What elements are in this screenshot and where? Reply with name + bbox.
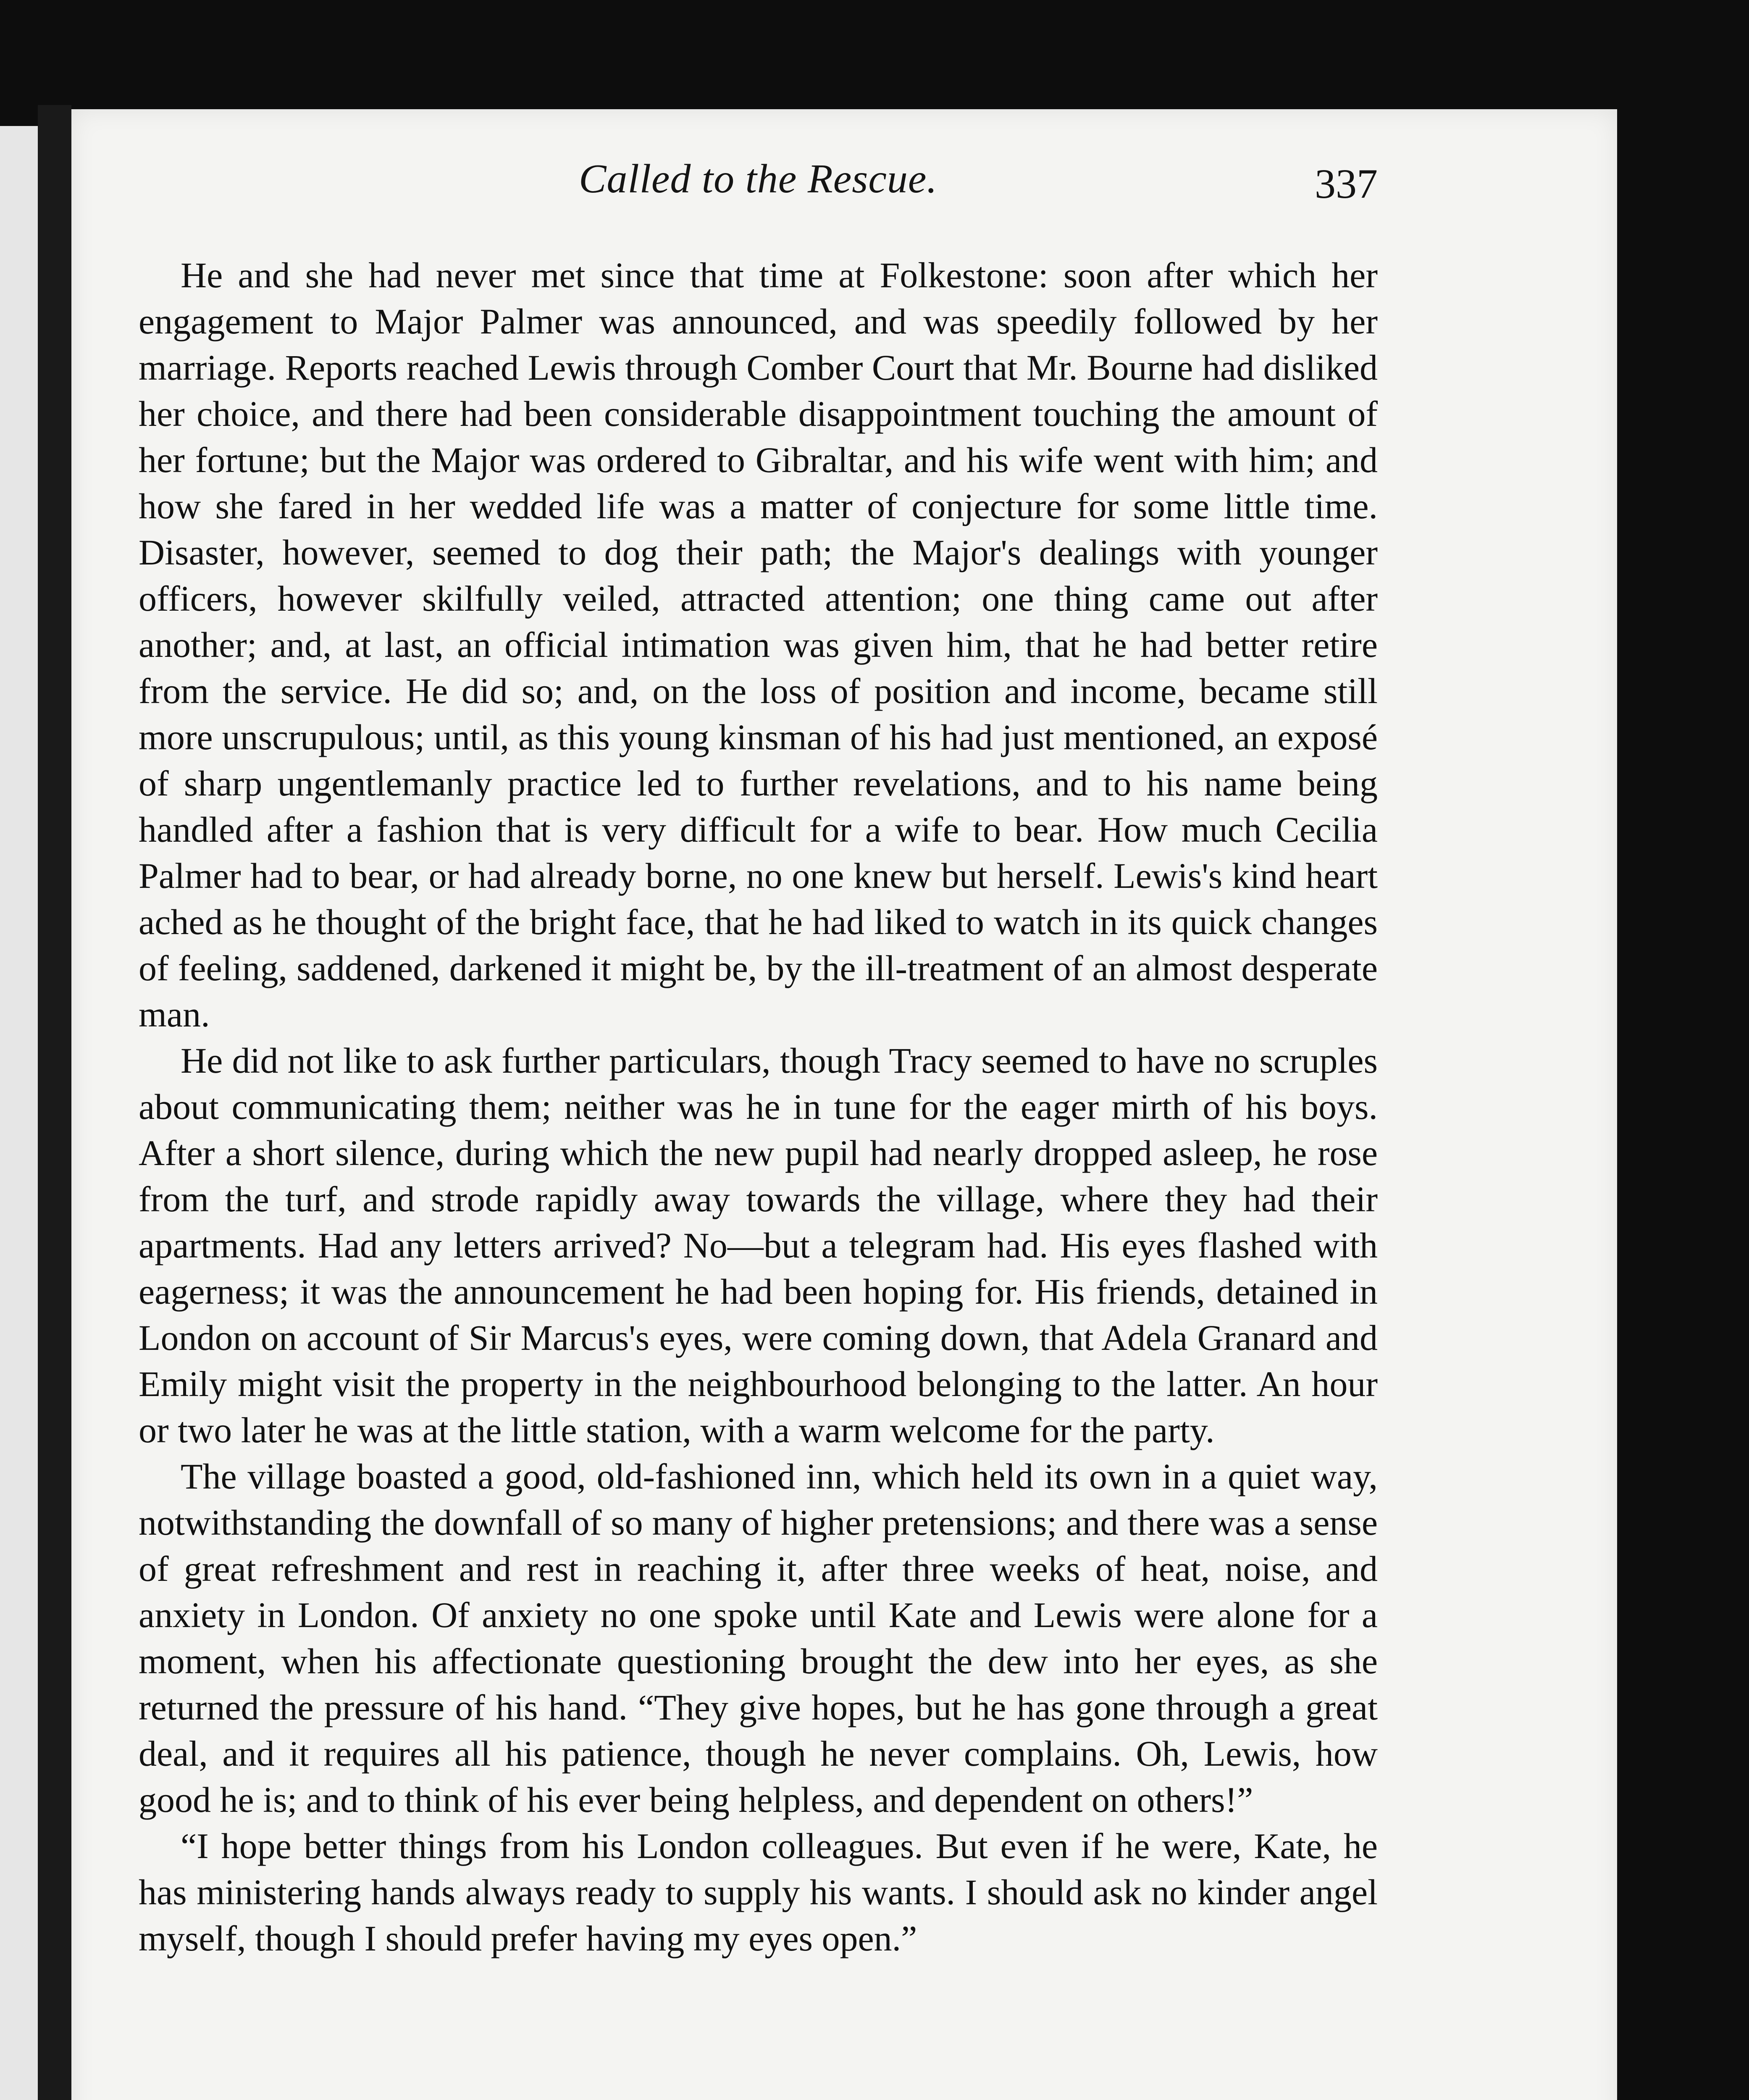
paragraph: He and she had never met since that time at Folkestone: soon after which her engagement to Major Palmer was announced, and was speedily followed by her marriage. Reports reached Lewis through Comber Court that Mr. Bourne had disliked her choice, and there had been considerable disappointment touching the amount of her fortune; but the Major was ordered to Gibraltar, and his wife went with him; and how she fared in her wedded life was a matter of conjecture for some little time. Disaster, however, seemed to dog their path; the Major's dealings with younger officers, however skilfully veiled, attracted attention; one thing came out after another; and, at last, an official intimation was given him, that he had better retire from the service. He did so; and, on the loss of position and income, became still more unscrupulous; until, as this young kinsman of his had just mentioned, an exposé of sharp ungentlemanly practice led to further revelations, and to his name being handled after a fashion that is very difficult for a wife to bear. How much Cecilia Palmer had to bear, or had already borne, no one knew but herself. Lewis's kind heart ached as he thought of the bright face, that he had liked to watch in its quick changes of feeling, saddened, darkened it might be, by the ill-treatment of an almost desperate man. (139, 255, 1378, 1034)
body-text (139, 252, 1378, 1961)
paragraph: “I hope better things from his London colleagues. But even if he were, Kate, he has ministering hands always ready to supply his wants. I should ask no kinder angel myself, though I should prefer having my eyes open.” (139, 1826, 1378, 1958)
page-header (139, 155, 1378, 231)
book-gutter (38, 105, 71, 2100)
page-number: 337 (1315, 160, 1378, 207)
paragraph: The village boasted a good, old-fashioned inn, which held its own in a quiet way, notwithstanding the downfall of so many of higher pretensions; and there was a sense of great refreshment and rest in reaching it, after three weeks of heat, noise, and anxiety in London. Of anxiety no one spoke until Kate and Lewis were alone for a moment, when his affectionate questioning brought the dew into her eyes, as she returned the pressure of his hand. “They give hopes, but he has gone through a great deal, and it requires all his patience, though he never complains. Oh, Lewis, how good he is; and to think of his ever being helpless, and dependent on others!” (139, 1456, 1378, 1820)
paragraph: He did not like to ask further particulars, though Tracy seemed to have no scruples about communicating them; neither was he in tune for the eager mirth of his boys. After a short silence, during which the new pupil had nearly dropped asleep, he rose from the turf, and strode rapidly away towards the village, where they had their apartments. Had any letters arrived? No—but a telegram had. His eyes flashed with eagerness; it was the announcement he had been hoping for. His friends, detained in London on account of Sir Marcus's eyes, were coming down, that Adela Granard and Emily might visit the property in the neighbourhood belonging to the latter. An hour or two later he was at the little station, with a warm welcome for the party. (139, 1040, 1378, 1450)
running-title: Called to the Rescue. (579, 156, 938, 202)
facing-page-edge (0, 126, 38, 2100)
